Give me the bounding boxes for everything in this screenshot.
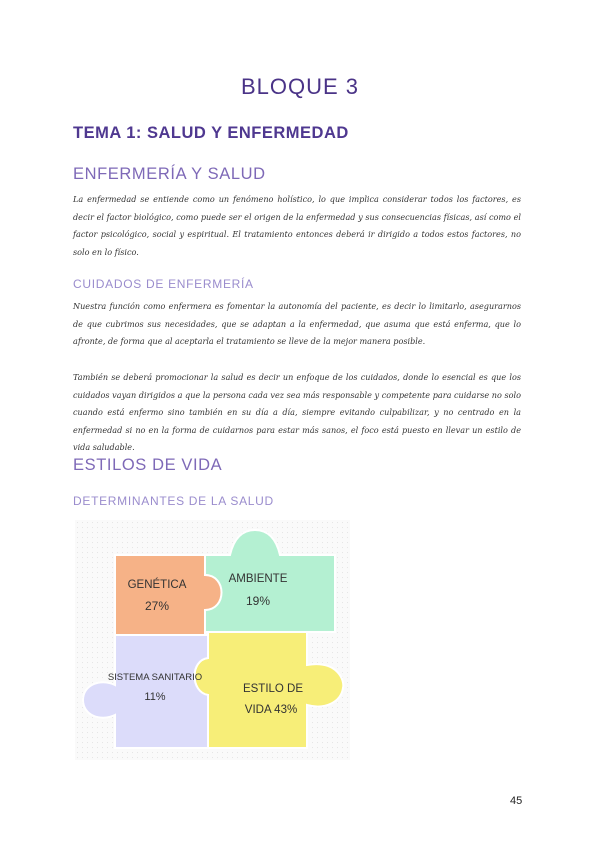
section-heading-estilos-de-vida: ESTILOS DE VIDA xyxy=(73,456,223,474)
block-title: BLOQUE 3 xyxy=(240,74,360,99)
piece-label-estilo-de-vida: ESTILO DE xyxy=(242,683,304,695)
piece-value-ambiente: 19% xyxy=(245,594,271,608)
section-heading-enfermeria-y-salud: ENFERMERÍA Y SALUD xyxy=(73,165,266,183)
topic-title: TEMA 1: SALUD Y ENFERMEDAD xyxy=(73,124,349,142)
paragraph-enfermedad: La enfermedad se entiende como un fenómeno holístico, lo que implica considerar todos los factores, es decir el factor biológico, como puede ser el origen de la enfermedad y sus consecuencias físicas, así como el factor psicológico, social y espiritual. El tratamiento entonces deberá ir dirigido a todos estos factores, no solo en lo físico. xyxy=(73,194,521,257)
paragraph-promocion-salud: También se deberá promocionar la salud es decir un enfoque de los cuidados, donde lo esencial es que los cuidados vayan dirigidos a que la persona cada vez sea más responsable y competente para cuidarse no solo cuando está enfermo sino también en su día a día, siempre evitando culpabilizar, y no centrado en la enfermedad si no en la forma de cuidarnos para estar más sanos, el foco está puesto en llevar un estilo de vida saludable. xyxy=(73,372,521,453)
puzzle-piece-genetica xyxy=(115,555,222,635)
subsection-heading-cuidados: CUIDADOS DE ENFERMERÍA xyxy=(73,277,254,291)
piece-label-sistema-sanitario: SISTEMA SANITARIO xyxy=(107,672,203,683)
puzzle-graphic xyxy=(75,520,350,760)
paragraph-funcion-enfermera: Nuestra función como enfermera es fomentar la autonomía del paciente, es decir lo limitarlo, asegurarnos de que cubrimos sus necesidades, que se adaptan a la enfermedad, que asuma que está enferma, que lo afronte, de forma que al aceptarla el tratamiento se lleve de la mejor manera posible. xyxy=(73,301,521,347)
health-determinants-puzzle xyxy=(75,520,350,760)
piece-label-ambiente: AMBIENTE xyxy=(228,573,288,585)
page-number: 45 xyxy=(510,795,523,807)
piece-value-sistema-sanitario: 11% xyxy=(144,691,166,703)
piece-label-genetica: GENÉTICA xyxy=(127,579,187,591)
piece-value-genetica: 27% xyxy=(144,599,170,613)
piece-label-estilo-de-vida-2: VIDA 43% xyxy=(244,704,298,716)
subsection-heading-determinantes: DETERMINANTES DE LA SALUD xyxy=(73,494,274,508)
